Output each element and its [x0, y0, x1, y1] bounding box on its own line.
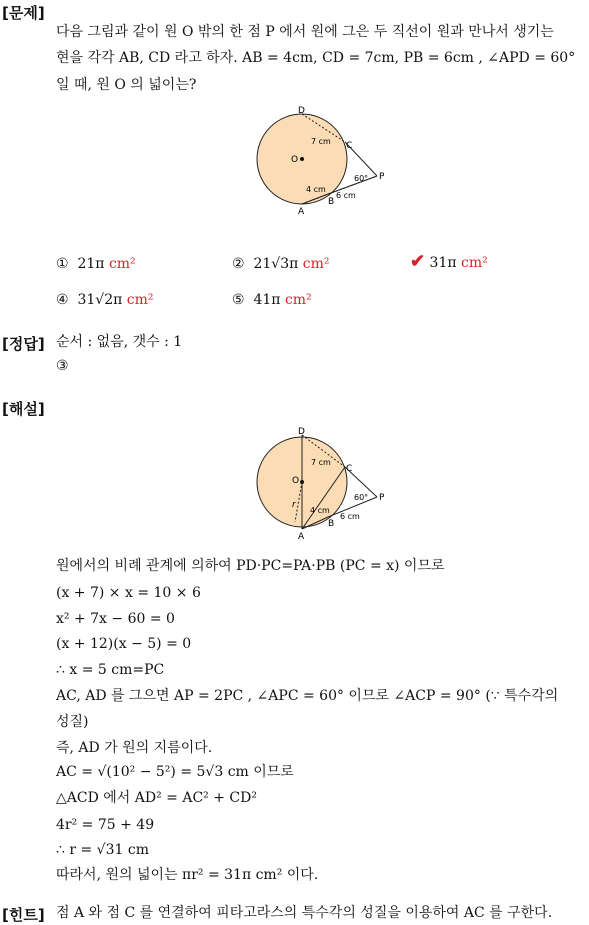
solution-line-6: AC, AD 를 그으면 AP = 2PC , ∠APC = 60° 이므로 ∠ACP = 90° (∵ 특수각의: [56, 688, 559, 704]
solution-line-8: 즉, AD 가 원의 지름이다.: [56, 740, 213, 756]
choice-3[interactable]: ✔ 31π cm²: [410, 251, 488, 272]
answer-meta: 순서 : 없음, 갯수 : 1: [56, 334, 183, 350]
solution-line-12: ∴ r = √31 cm: [56, 842, 149, 858]
label-r: r: [292, 500, 296, 510]
label-cd-length: 7 cm: [311, 137, 331, 146]
label-ab-length: 4 cm: [310, 506, 330, 515]
label-angle: 60°: [354, 174, 369, 183]
solution-line-13: 따라서, 원의 넓이는 πr² = 31π cm² 이다.: [56, 867, 319, 883]
solution-line-4: (x + 12)(x − 5) = 0: [56, 636, 192, 652]
center-point: [300, 480, 304, 484]
label-o: O: [291, 155, 299, 165]
solution-figure: [240, 425, 400, 543]
label-cd-length: 7 cm: [311, 458, 331, 467]
choice-2[interactable]: ② 21√3π cm²: [232, 256, 330, 272]
solution-line-5: ∴ x = 5 cm=PC: [56, 662, 165, 678]
problem-line-2: 현을 각각 AB, CD 라고 하자. AB = 4cm, CD = 7cm, PB = 6cm , ∠APD = 60°: [56, 50, 576, 66]
solution-line-7: 성질): [56, 714, 89, 730]
solution-line-9: AC = √(10² − 5²) = 5√3 cm 이므로: [56, 764, 294, 780]
solution-line-3: x² + 7x − 60 = 0: [56, 611, 175, 627]
label-c: C: [346, 141, 353, 151]
label-d: D: [298, 106, 305, 116]
solution-line-1: 원에서의 비례 관계에 의하여 PD·PC=PA·PB (PC = x) 이므로: [56, 558, 445, 574]
label-a: A: [298, 207, 305, 217]
label-ab-length: 4 cm: [306, 185, 326, 194]
hint-text: 점 A 와 점 C 를 연결하여 피타고라스의 특수각의 성질을 이용하여 AC 를 구한다.: [56, 905, 553, 921]
solution-line-10: △ACD 에서 AD² = AC² + CD²: [56, 790, 257, 806]
label-angle: 60°: [354, 493, 369, 502]
check-mark-icon: ✔: [410, 251, 426, 272]
label-p: P: [379, 172, 385, 182]
label-b: B: [328, 197, 335, 207]
solution-line-11: 4r² = 75 + 49: [56, 817, 155, 833]
label-c: C: [346, 464, 353, 474]
solution-header: [해설]: [2, 400, 45, 418]
label-pb-length: 6 cm: [336, 191, 356, 200]
label-o: O: [292, 476, 300, 486]
label-b: B: [328, 519, 335, 529]
problem-figure: [240, 102, 400, 220]
choice-4[interactable]: ④ 31√2π cm²: [56, 292, 154, 308]
answer-value: ③: [56, 358, 69, 374]
choice-1[interactable]: ① 21π cm²: [56, 256, 136, 272]
hint-header: [힌트]: [2, 906, 45, 924]
center-point: [300, 157, 304, 161]
label-pb-length: 6 cm: [340, 512, 360, 521]
problem-line-1: 다음 그림과 같이 원 O 밖의 한 점 P 에서 원에 그은 두 직선이 원과 만나서 생기는: [56, 24, 554, 40]
answer-header: [정답]: [2, 335, 45, 353]
label-d: D: [298, 427, 305, 437]
choice-5[interactable]: ⑤ 41π cm²: [232, 292, 312, 308]
solution-line-2: (x + 7) × x = 10 × 6: [56, 585, 201, 601]
label-a: A: [298, 532, 305, 542]
label-p: P: [379, 493, 385, 503]
problem-line-3: 일 때, 원 O 의 넓이는?: [56, 77, 197, 93]
problem-header: [문제]: [2, 4, 45, 22]
